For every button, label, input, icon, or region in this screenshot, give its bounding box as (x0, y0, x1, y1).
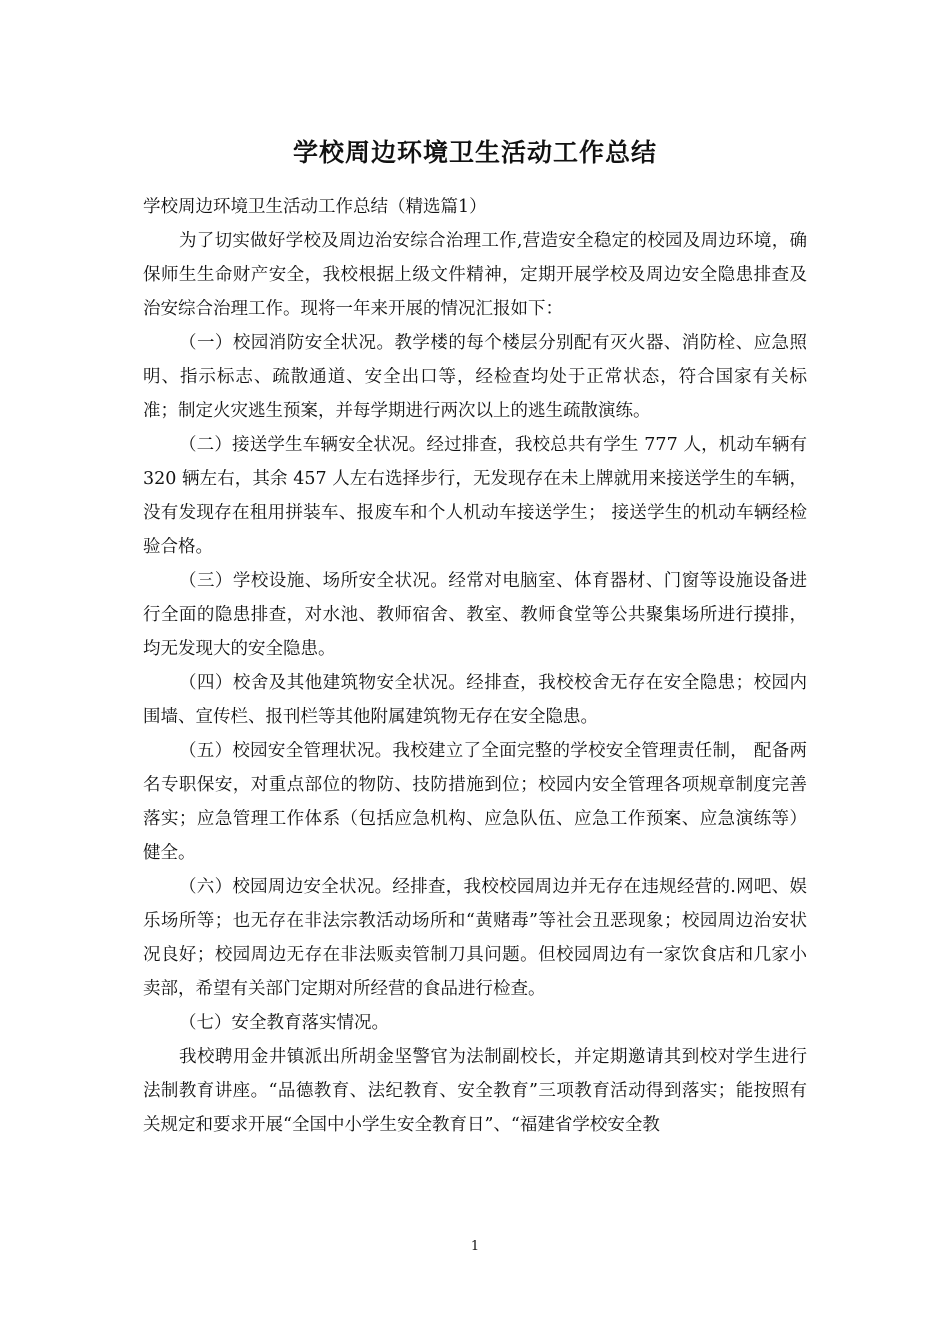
paragraph-facility-safety: （三）学校设施、场所安全状况。经常对电脑室、体育器材、门窗等设施设备进行全面的隐患排查，对水池、教师宿舍、教室、教师食堂等公共聚集场所进行摸排，均无发现大的安全隐患。 (143, 571, 807, 659)
document-subtitle: 学校周边环境卫生活动工作总结（精选篇1） (143, 197, 487, 217)
document-body (143, 190, 807, 1142)
paragraph-campus-management: （五）校园安全管理状况。我校建立了全面完整的学校安全管理责任制， 配备两名专职保安，对重点部位的物防、技防措施到位；校园内安全管理各项规章制度完善落实；应急管理工作体系（包括应急机构、应急队伍、应急工作预案、应急演练等）健全。 (143, 741, 807, 863)
paragraph-legal-education: 我校聘用金井镇派出所胡金坚警官为法制副校长，并定期邀请其到校对学生进行法制教育讲座。“品德教育、法纪教育、安全教育”三项教育活动得到落实；能按照有关规定和要求开展“全国中小学生安全教育日”、“福建省学校安全教 (143, 1047, 807, 1135)
paragraph-fire-safety: （一）校园消防安全状况。教学楼的每个楼层分别配有灭火器、消防栓、应急照明、指示标志、疏散通道、安全出口等，经检查均处于正常状态，符合国家有关标准；制定火灾逃生预案，并每学期进行两次以上的逃生疏散演练。 (143, 333, 807, 421)
paragraph-vehicle-safety: （二）接送学生车辆安全状况。经过排查，我校总共有学生 777 人，机动车辆有 320 辆左右，其余 457 人左右选择步行，无发现存在未上牌就用来接送学生的车辆，没有发现存在租用拼装车、报废车和个人机动车接送学生； 接送学生的机动车辆经检验合格。 (143, 435, 807, 557)
document-title: 学校周边环境卫生活动工作总结 (292, 138, 657, 167)
paragraph-education-heading: （七）安全教育落实情况。 (179, 1013, 389, 1033)
paragraph-surroundings-safety: （六）校园周边安全状况。经排查，我校校园周边并无存在违规经营的.网吧、娱乐场所等；也无存在非法宗教活动场所和“黄赌毒”等社会丑恶现象；校园周边治安状况良好；校园周边无存在非法贩卖管制刀具问题。但校园周边有一家饮食店和几家小卖部，希望有关部门定期对所经营的食品进行检查。 (143, 877, 807, 999)
page-number: 1 (470, 1239, 480, 1254)
paragraph-building-safety: （四）校舍及其他建筑物安全状况。经排查，我校校舍无存在安全隐患；校园内围墙、宣传栏、报刊栏等其他附属建筑物无存在安全隐患。 (143, 673, 807, 727)
paragraph-intro: 为了切实做好学校及周边治安综合治理工作,营造安全稳定的校园及周边环境，确保师生生命财产安全，我校根据上级文件精神，定期开展学校及周边安全隐患排查及治安综合治理工作。现将一年来开展的情况汇报如下： (143, 231, 807, 319)
